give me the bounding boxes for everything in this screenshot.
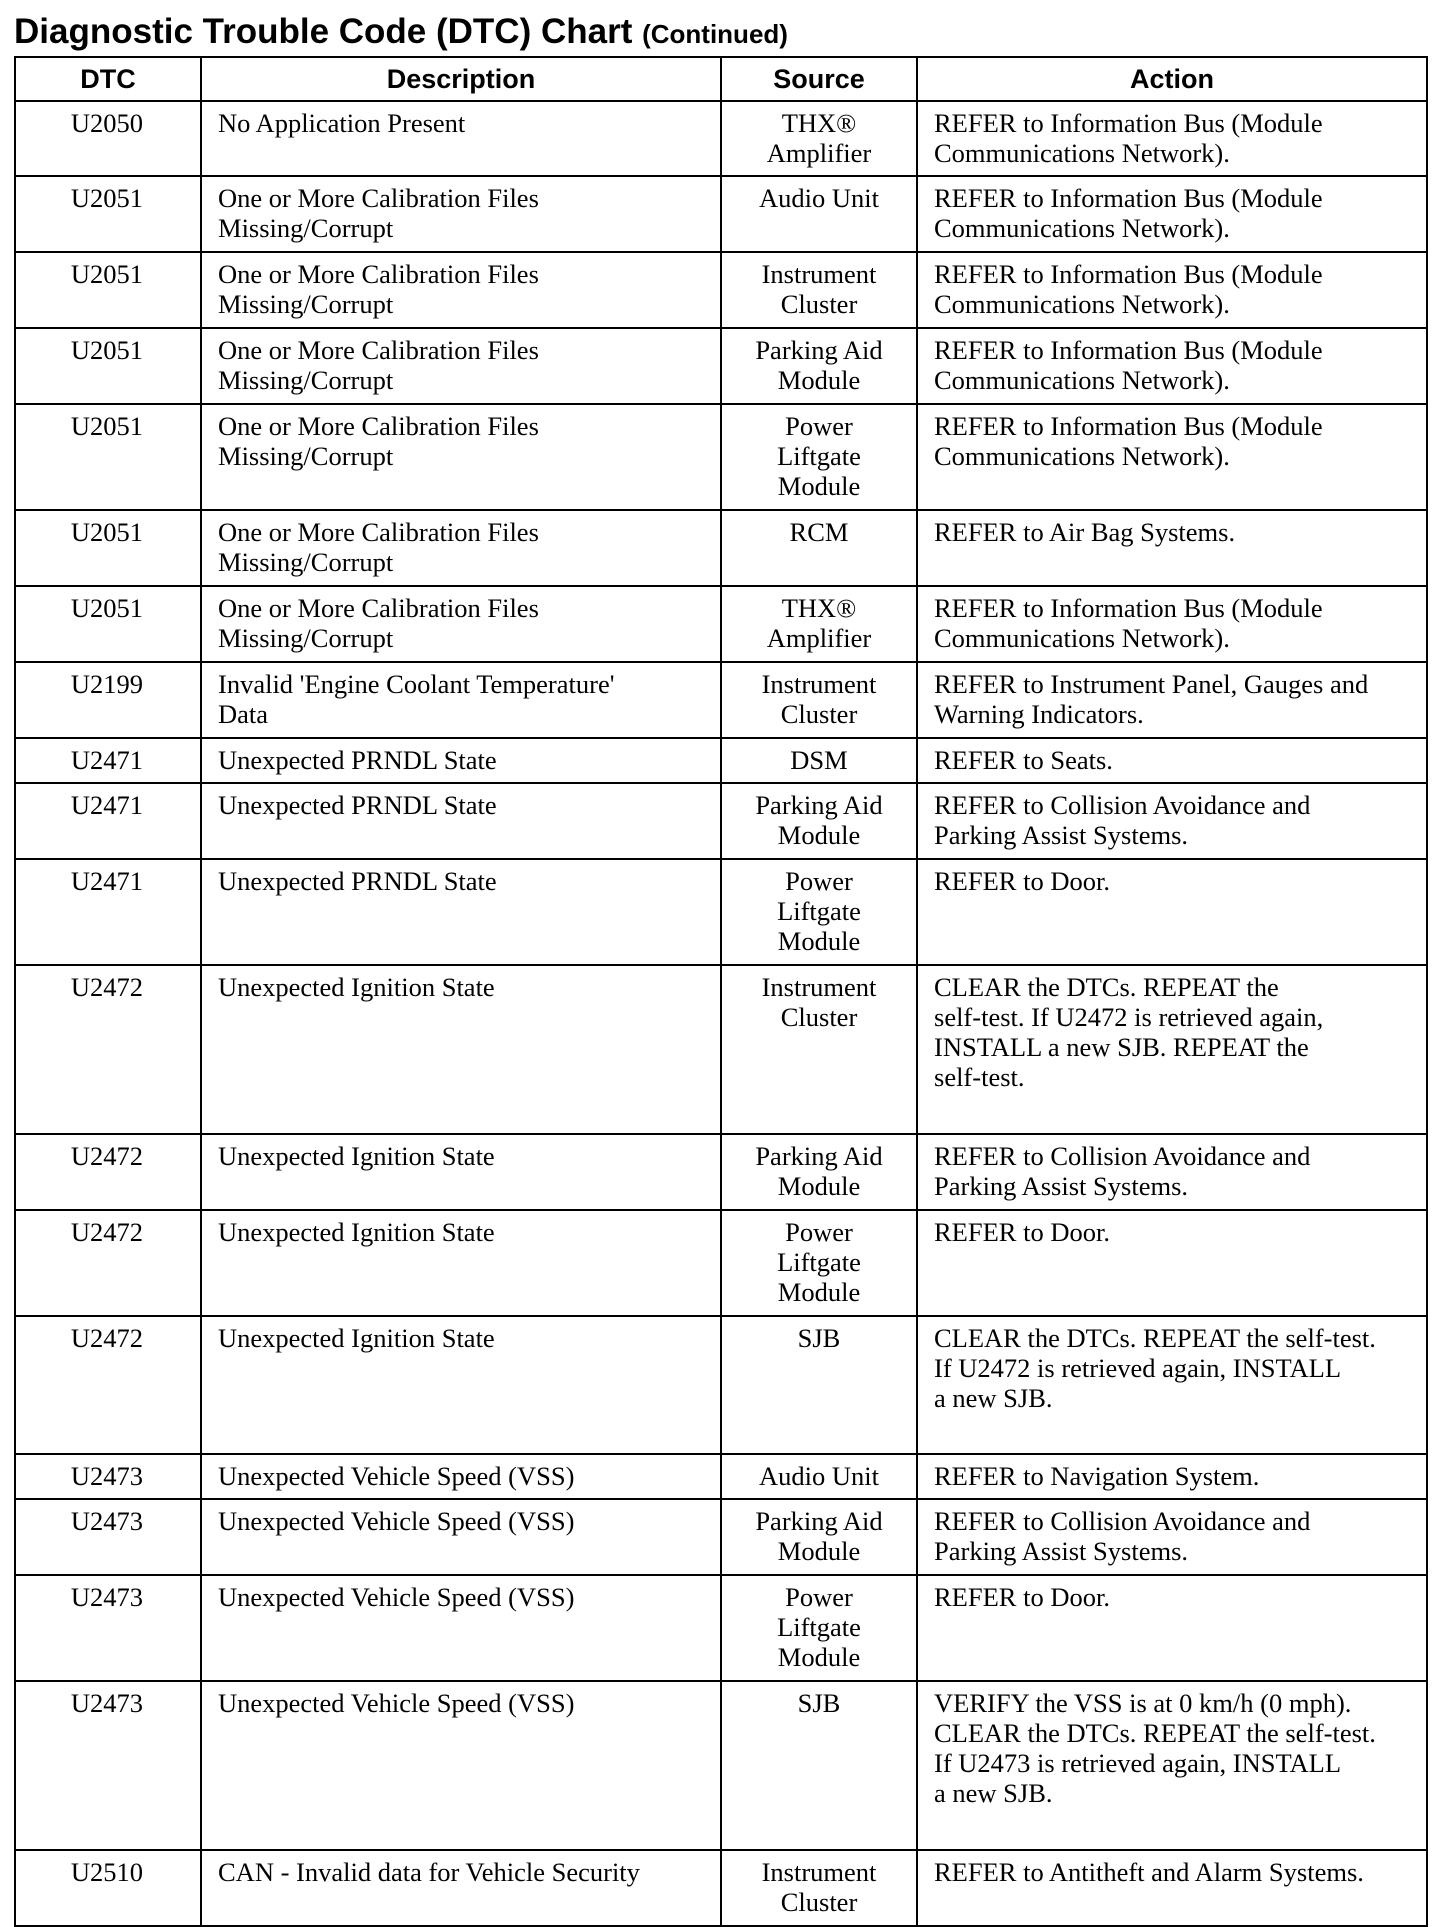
- description-cell: Unexpected Ignition State: [201, 1316, 721, 1454]
- table-row: [15, 404, 1427, 510]
- action-cell: CLEAR the DTCs. REPEAT the self-test. If U2472 is retrieved again, INSTALL a new SJB.: [917, 1316, 1427, 1454]
- action-cell: REFER to Collision Avoidance and Parking Assist Systems.: [917, 1499, 1427, 1575]
- dtc-cell: U2471: [15, 783, 201, 859]
- dtc-cell: U2472: [15, 1210, 201, 1316]
- description-cell: No Application Present: [201, 101, 721, 176]
- action-cell: REFER to Door.: [917, 1210, 1427, 1316]
- source-cell: Power Liftgate Module: [721, 1210, 917, 1316]
- dtc-cell: U2510: [15, 1850, 201, 1926]
- source-cell: Audio Unit: [721, 1454, 917, 1499]
- dtc-cell: U2473: [15, 1454, 201, 1499]
- action-cell: REFER to Instrument Panel, Gauges and Warning Indicators.: [917, 662, 1427, 738]
- table-row: [15, 1850, 1427, 1926]
- description-cell: One or More Calibration Files Missing/Corrupt: [201, 404, 721, 510]
- action-cell: REFER to Seats.: [917, 738, 1427, 783]
- dtc-cell: U2199: [15, 662, 201, 738]
- description-cell: One or More Calibration Files Missing/Corrupt: [201, 328, 721, 404]
- table-row: [15, 586, 1427, 662]
- dtc-cell: U2051: [15, 176, 201, 252]
- source-cell: Parking Aid Module: [721, 1499, 917, 1575]
- description-cell: One or More Calibration Files Missing/Corrupt: [201, 252, 721, 328]
- header-source: Source: [721, 57, 917, 101]
- header-description: Description: [201, 57, 721, 101]
- source-cell: Instrument Cluster: [721, 965, 917, 1134]
- action-cell: REFER to Door.: [917, 1575, 1427, 1681]
- description-cell: Unexpected Vehicle Speed (VSS): [201, 1454, 721, 1499]
- dtc-cell: U2473: [15, 1575, 201, 1681]
- dtc-cell: U2050: [15, 101, 201, 176]
- dtc-cell: U2472: [15, 1134, 201, 1210]
- description-cell: One or More Calibration Files Missing/Corrupt: [201, 176, 721, 252]
- table-row: [15, 510, 1427, 586]
- source-cell: DSM: [721, 738, 917, 783]
- table-row: [15, 783, 1427, 859]
- source-cell: Parking Aid Module: [721, 328, 917, 404]
- source-cell: RCM: [721, 510, 917, 586]
- page-title: [14, 8, 1426, 56]
- table-row: [15, 859, 1427, 965]
- header-dtc: DTC: [15, 57, 201, 101]
- action-cell: CLEAR the DTCs. REPEAT the self-test. If U2472 is retrieved again, INSTALL a new SJB. REPEAT the self-test.: [917, 965, 1427, 1134]
- table-row: [15, 328, 1427, 404]
- table-row: [15, 1210, 1427, 1316]
- dtc-cell: U2051: [15, 404, 201, 510]
- table-row: [15, 662, 1427, 738]
- source-cell: Parking Aid Module: [721, 783, 917, 859]
- action-cell: REFER to Information Bus (Module Communications Network).: [917, 252, 1427, 328]
- table-row: [15, 1316, 1427, 1454]
- action-cell: REFER to Collision Avoidance and Parking Assist Systems.: [917, 783, 1427, 859]
- description-cell: Unexpected PRNDL State: [201, 783, 721, 859]
- description-cell: Unexpected Vehicle Speed (VSS): [201, 1681, 721, 1850]
- action-cell: REFER to Door.: [917, 859, 1427, 965]
- action-cell: REFER to Information Bus (Module Communications Network).: [917, 328, 1427, 404]
- source-cell: Parking Aid Module: [721, 1134, 917, 1210]
- table-row: [15, 176, 1427, 252]
- table-row: [15, 101, 1427, 176]
- table-row: [15, 738, 1427, 783]
- dtc-cell: U2473: [15, 1499, 201, 1575]
- dtc-cell: U2051: [15, 328, 201, 404]
- source-cell: Audio Unit: [721, 176, 917, 252]
- table-body: [15, 101, 1427, 1926]
- action-cell: REFER to Navigation System.: [917, 1454, 1427, 1499]
- description-cell: Unexpected Vehicle Speed (VSS): [201, 1575, 721, 1681]
- description-cell: Unexpected PRNDL State: [201, 738, 721, 783]
- action-cell: REFER to Antitheft and Alarm Systems.: [917, 1850, 1427, 1926]
- header-action: Action: [917, 57, 1427, 101]
- action-cell: REFER to Collision Avoidance and Parking Assist Systems.: [917, 1134, 1427, 1210]
- source-cell: THX® Amplifier: [721, 101, 917, 176]
- action-cell: REFER to Information Bus (Module Communications Network).: [917, 101, 1427, 176]
- action-cell: REFER to Air Bag Systems.: [917, 510, 1427, 586]
- table-row: [15, 1454, 1427, 1499]
- table-row: [15, 252, 1427, 328]
- action-cell: REFER to Information Bus (Module Communications Network).: [917, 176, 1427, 252]
- dtc-cell: U2471: [15, 738, 201, 783]
- source-cell: THX® Amplifier: [721, 586, 917, 662]
- source-cell: Power Liftgate Module: [721, 859, 917, 965]
- dtc-cell: U2051: [15, 586, 201, 662]
- description-cell: Unexpected Ignition State: [201, 965, 721, 1134]
- source-cell: Instrument Cluster: [721, 1850, 917, 1926]
- table-row: [15, 965, 1427, 1134]
- source-cell: Power Liftgate Module: [721, 404, 917, 510]
- description-cell: Unexpected Ignition State: [201, 1210, 721, 1316]
- title-continued: (Continued): [642, 19, 788, 49]
- description-cell: Unexpected Vehicle Speed (VSS): [201, 1499, 721, 1575]
- table-row: [15, 1681, 1427, 1850]
- dtc-cell: U2051: [15, 510, 201, 586]
- action-cell: REFER to Information Bus (Module Communications Network).: [917, 586, 1427, 662]
- source-cell: Instrument Cluster: [721, 662, 917, 738]
- dtc-cell: U2473: [15, 1681, 201, 1850]
- description-cell: Invalid 'Engine Coolant Temperature' Data: [201, 662, 721, 738]
- source-cell: SJB: [721, 1316, 917, 1454]
- header-row: [15, 57, 1427, 101]
- dtc-table: [14, 56, 1428, 1927]
- source-cell: SJB: [721, 1681, 917, 1850]
- action-cell: VERIFY the VSS is at 0 km/h (0 mph). CLEAR the DTCs. REPEAT the self-test. If U2473 is retrieved again, INSTALL a new SJB.: [917, 1681, 1427, 1850]
- description-cell: Unexpected Ignition State: [201, 1134, 721, 1210]
- source-cell: Instrument Cluster: [721, 252, 917, 328]
- source-cell: Power Liftgate Module: [721, 1575, 917, 1681]
- dtc-cell: U2471: [15, 859, 201, 965]
- table-row: [15, 1134, 1427, 1210]
- table-row: [15, 1575, 1427, 1681]
- dtc-cell: U2051: [15, 252, 201, 328]
- description-cell: One or More Calibration Files Missing/Corrupt: [201, 586, 721, 662]
- document-page: [14, 8, 1426, 1927]
- description-cell: Unexpected PRNDL State: [201, 859, 721, 965]
- dtc-cell: U2472: [15, 1316, 201, 1454]
- description-cell: CAN - Invalid data for Vehicle Security: [201, 1850, 721, 1926]
- title-text: Diagnostic Trouble Code (DTC) Chart: [14, 12, 633, 51]
- description-cell: One or More Calibration Files Missing/Corrupt: [201, 510, 721, 586]
- action-cell: REFER to Information Bus (Module Communications Network).: [917, 404, 1427, 510]
- table-row: [15, 1499, 1427, 1575]
- dtc-cell: U2472: [15, 965, 201, 1134]
